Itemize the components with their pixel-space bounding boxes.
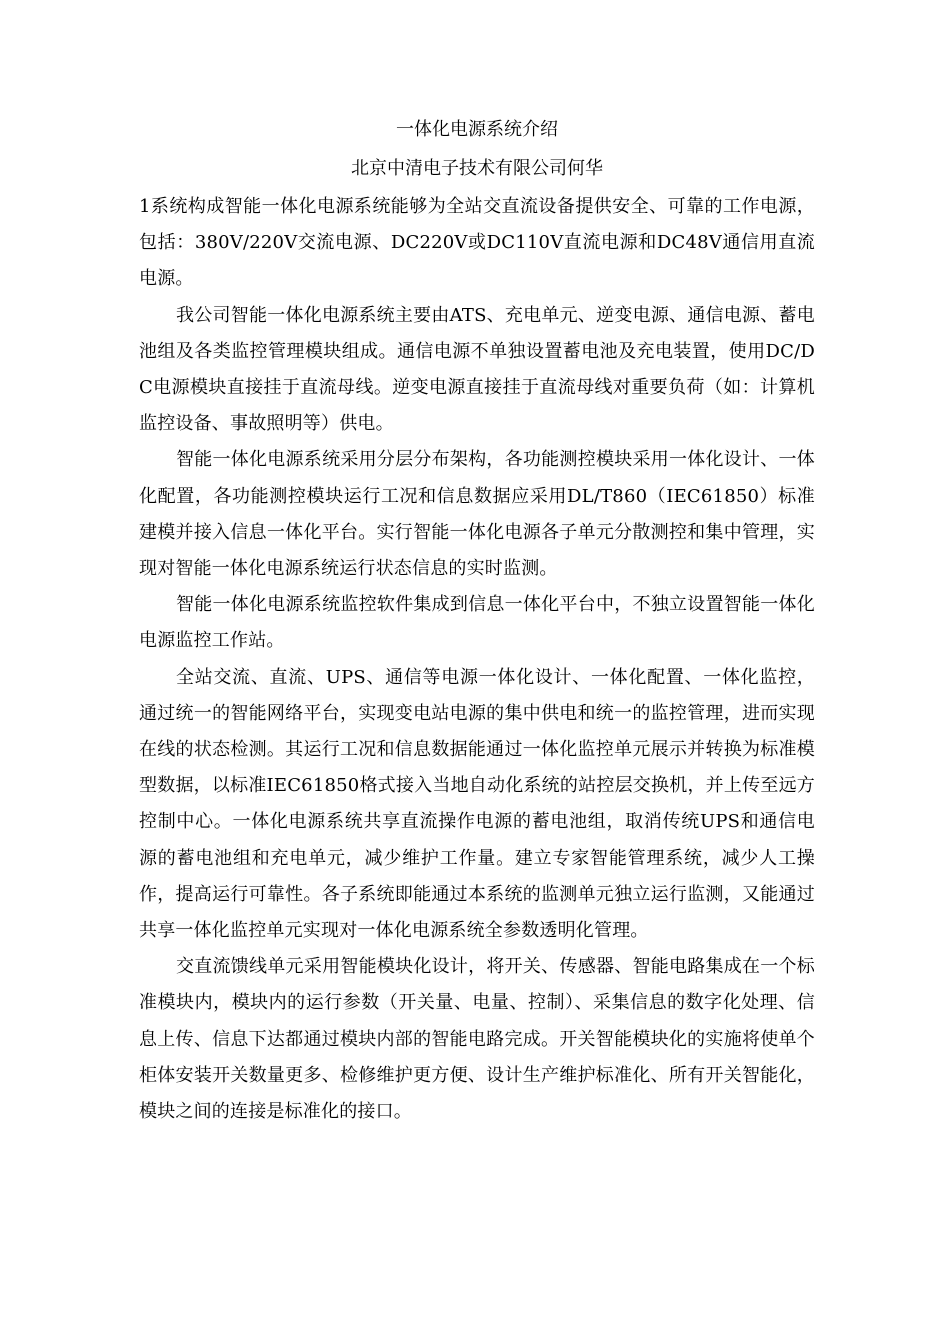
paragraph-system-composition: 1系统构成智能一体化电源系统能够为全站交直流设备提供安全、可靠的工作电源，包括：380V/220V交流电源、DC220V或DC110V直流电源和DC48V通信用直流电源。 xyxy=(139,196,815,290)
document-body xyxy=(139,112,815,1130)
document-title: 一体化电源系统介绍 xyxy=(396,119,558,140)
paragraph-feeder-unit: 交直流馈线单元采用智能模块化设计，将开关、传感器、智能电路集成在一个标准模块内，模块内的运行参数（开关量、电量、控制）、采集信息的数字化处理、信息上传、信息下达都通过模块内部的智能电路完成。开关智能模块化的实施将使单个柜体安装开关数量更多、检修维护更方便、设计生产维护标准化、所有开关智能化，模块之间的连接是标准化的接口。 xyxy=(139,956,815,1123)
paragraph-system-components: 我公司智能一体化电源系统主要由ATS、充电单元、逆变电源、通信电源、蓄电池组及各类监控管理模块组成。通信电源不单独设置蓄电池及充电装置，使用DC/DC电源模块直接挂于直流母线。逆变电源直接挂于直流母线对重要负荷（如：计算机监控设备、事故照明等）供电。 xyxy=(139,304,815,435)
paragraph-architecture: 智能一体化电源系统采用分层分布架构，各功能测控模块采用一体化设计、一体化配置，各功能测控模块运行工况和信息数据应采用DL/T860（IEC61850）标准建模并接入信息一体化平台。实行智能一体化电源各子单元分散测控和集中管理，实现对智能一体化电源系统运行状态信息的实时监测。 xyxy=(139,449,815,580)
paragraph-integrated-design: 全站交流、直流、UPS、通信等电源一体化设计、一体化配置、一体化监控，通过统一的智能网络平台，实现变电站电源的集中供电和统一的监控管理，进而实现在线的状态检测。其运行工况和信息数据能通过一体化监控单元展示并转换为标准模型数据，以标准IEC61850格式接入当地自动化系统的站控层交换机，并上传至远方控制中心。一体化电源系统共享直流操作电源的蓄电池组，取消传统UPS和通信电源的蓄电池组和充电单元，减少维护工作量。建立专家智能管理系统，减少人工操作，提高运行可靠性。各子系统即能通过本系统的监测单元独立运行监测，又能通过共享一体化监控单元实现对一体化电源系统全参数透明化管理。 xyxy=(139,666,815,942)
paragraph-monitoring-software: 智能一体化电源系统监控软件集成到信息一体化平台中，不独立设置智能一体化电源监控工作站。 xyxy=(139,594,815,652)
document-author: 北京中清电子技术有限公司何华 xyxy=(351,158,603,179)
